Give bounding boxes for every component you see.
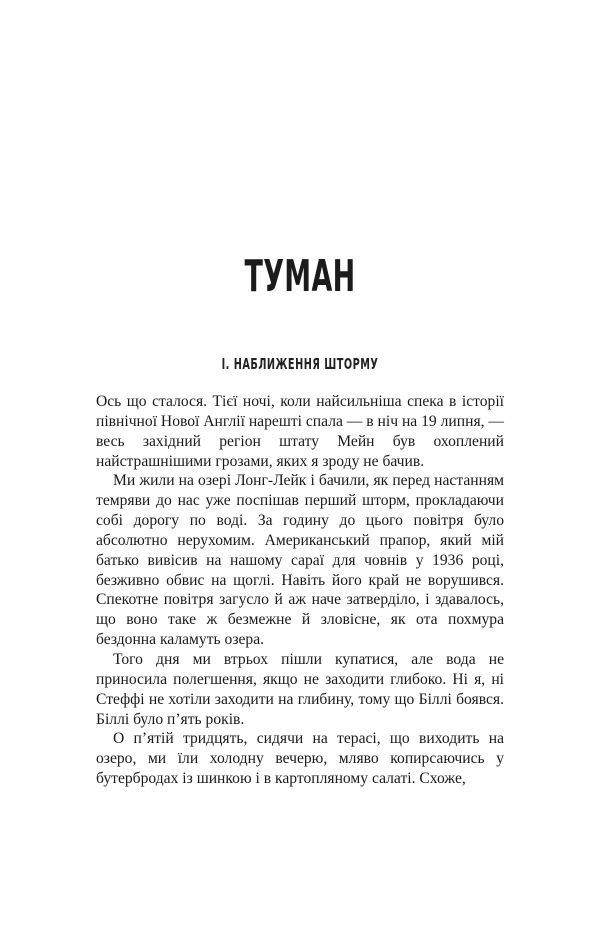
body-text-block xyxy=(96,392,504,789)
paragraph: Ми жили на озері Лонг-Лейк і бачили, як перед настанням темряви до нас уже поспішав перший шторм, прокладаючи собі дорогу по воді. За годину до цього повітря було абсолютно нерухомим. Американський прапор, який мій батько вивісив на нашому сараї для човнів у 1936 році, безживно обвис на щоглі. Навіть його край не ворушився. Спекотне повітря загусло й аж наче затверділо, і здавалось, що воно таке ж безмежне й зловісне, як ота похмура бездонна каламуть озера. xyxy=(96,472,504,649)
paragraph: Того дня ми втрьох пішли купатися, але вода не приносила полегшення, якщо не заходити глибоко. Ні я, ні Стеффі не хотіли заходити на глибину, тому що Біллі боявся. Біллі було п’ять років. xyxy=(96,650,504,728)
paragraph: Ось що сталося. Тієї ночі, коли найсильніша спека в історії північної Нової Англії нарешті спала — в ніч на 19 липня, — весь західний регіон штату Мейн був охоплений найстрашнішими грозами, яких я зроду не бачив. xyxy=(96,393,505,470)
chapter-title: ТУМАН xyxy=(244,251,356,303)
paragraph: О п’ятій тридцять, сидячи на терасі, що виходить на озеро, ми їли холодну вечерю, мляво копирсаючись у бутербродах із шинкою і в картопляному салаті. Схоже, xyxy=(96,730,504,788)
section-heading: I. НАБЛИЖЕННЯ ШТОРМУ xyxy=(221,355,379,374)
